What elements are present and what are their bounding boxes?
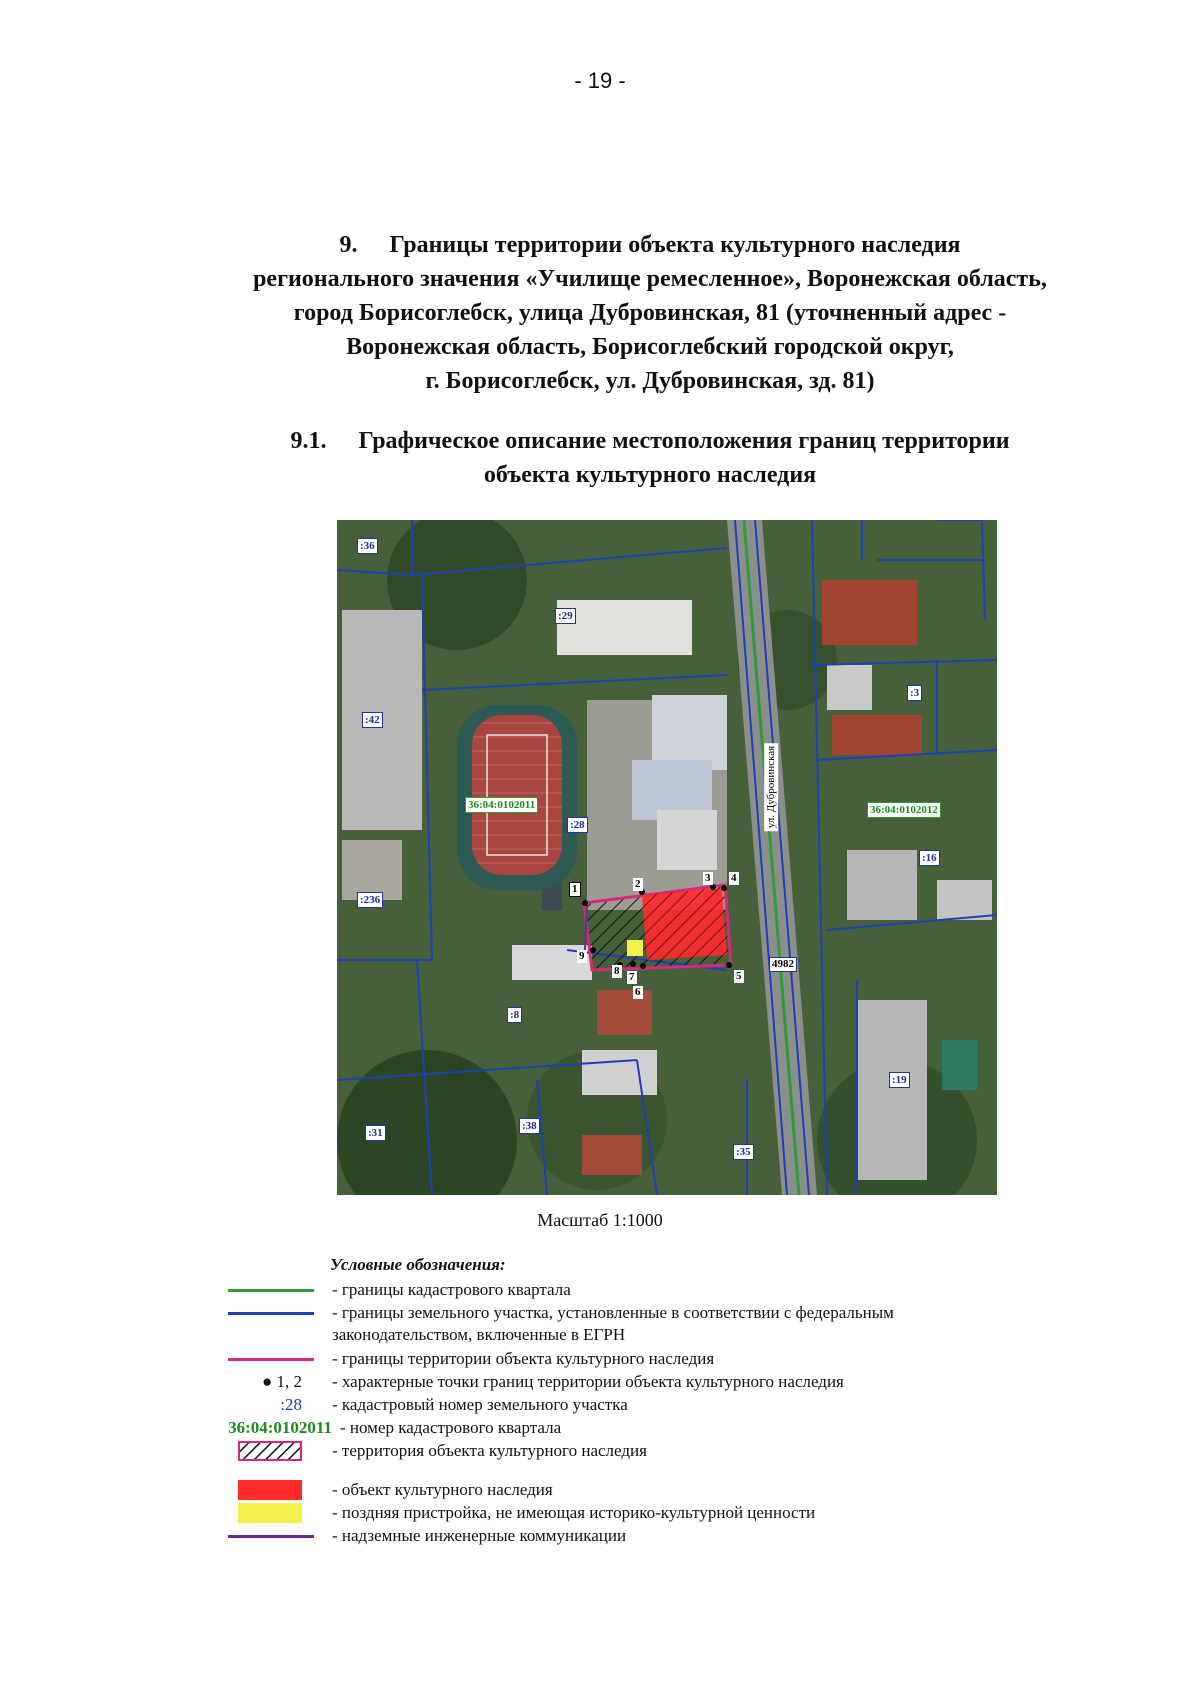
aerial-map: [337, 520, 997, 1195]
heading-91-number: 9.1.: [290, 428, 327, 454]
parcel-label-35: :35: [733, 1144, 754, 1160]
parcel-boundary-swatch: [228, 1312, 314, 1315]
quarter-label-0102011: 36:04:0102011: [465, 797, 538, 813]
street-label-dubrovinskaya: ул. Дубровинская: [764, 743, 778, 831]
point-label-7: 7: [629, 971, 635, 983]
heading-9-line-2: регионального значения «Училище ремесленное», Воронежская область,: [253, 266, 1047, 292]
legend-text: - территория объекта культурного наследия: [332, 1441, 647, 1460]
legend-item-heritage-object: [190, 1479, 1090, 1502]
heading-91-line-1: 9.1. Графическое описание местоположения границ территории: [150, 424, 1150, 458]
parcel-label-236: :236: [357, 892, 383, 908]
legend-text: - кадастровый номер земельного участка: [332, 1395, 628, 1414]
legend-text: - объект культурного наследия: [332, 1480, 553, 1499]
legend-title: Условные обозначения:: [330, 1255, 506, 1274]
legend-item-parcel-boundary: [190, 1302, 1090, 1344]
legend-text: - границы земельного участка, установленные в соответствии с федеральным законодательством, включенные в ЕГРН: [332, 1303, 894, 1344]
legend-item-quarter-number: [190, 1417, 1090, 1440]
territory-boundary-swatch: [228, 1358, 314, 1361]
section-9-1-heading: [150, 424, 1150, 492]
heading-9-line-4: Воронежская область, Борисоглебский городской округ,: [346, 334, 954, 360]
point-label-1: 1: [569, 882, 581, 897]
legend-item-parcel-number: [190, 1394, 1090, 1417]
aerial-map-drawing: [337, 520, 997, 1195]
point-label-5: 5: [736, 970, 742, 982]
territory-hatch-swatch: [238, 1441, 302, 1461]
utilities-swatch: [228, 1535, 314, 1538]
point-label-4: 4: [731, 872, 737, 884]
characteristic-point-symbol: ● 1, 2: [261, 1372, 302, 1391]
parcel-number-symbol: :28: [280, 1395, 302, 1414]
page-number: - 19 -: [574, 68, 626, 93]
legend-item-late-annex: [190, 1502, 1090, 1525]
heading-9-line-5: г. Борисоглебск, ул. Дубровинская, зд. 81): [425, 368, 875, 394]
parcel-label-42: :42: [362, 712, 383, 728]
parcel-label-8: :8: [507, 1007, 522, 1023]
parcel-label-16: :16: [919, 850, 940, 866]
legend-item-territory: [190, 1440, 1090, 1463]
point-label-2: 2: [635, 878, 641, 890]
heading-9-number: 9.: [339, 232, 358, 258]
late-annex-swatch: [238, 1503, 302, 1523]
legend-item-characteristic-points: [190, 1371, 1090, 1394]
map-scale: Масштаб 1:1000: [537, 1210, 663, 1230]
road-number-label: 4982: [769, 957, 797, 972]
legend-item-territory-boundary: [190, 1348, 1090, 1371]
parcel-label-31: :31: [365, 1125, 386, 1141]
legend-item-quarter-boundary: [190, 1279, 1090, 1302]
quarter-label-0102012: 36:04:0102012: [867, 802, 941, 818]
legend-text: - характерные точки границ территории объекта культурного наследия: [332, 1372, 844, 1391]
legend-item-utilities: [190, 1525, 1090, 1548]
legend-text: - номер кадастрового квартала: [340, 1418, 562, 1437]
section-9-heading: [150, 228, 1150, 398]
point-label-8: 8: [614, 965, 620, 977]
parcel-label-19: :19: [889, 1072, 910, 1088]
parcel-label-28: :28: [567, 817, 588, 833]
heading-91-line-2: объекта культурного наследия: [483, 462, 817, 488]
quarter-boundary-swatch: [228, 1289, 314, 1292]
legend-text: - границы кадастрового квартала: [332, 1280, 571, 1299]
heritage-object-swatch: [238, 1480, 302, 1500]
parcel-label-29: :29: [555, 608, 576, 624]
legend-text: - поздняя пристройка, не имеющая историко-культурной ценности: [332, 1503, 816, 1522]
heading-9-line-3: город Борисоглебск, улица Дубровинская, 81 (уточненный адрес -: [293, 300, 1007, 326]
parcel-label-38: :38: [519, 1118, 540, 1134]
legend-text: - границы территории объекта культурного наследия: [332, 1349, 715, 1368]
point-label-6: 6: [635, 986, 641, 998]
heading-9-line-1: 9. Границы территории объекта культурного наследия: [150, 228, 1150, 262]
legend-text: - надземные инженерные коммуникации: [332, 1526, 627, 1545]
point-label-9: 9: [579, 950, 585, 962]
parcel-label-3: :3: [907, 685, 922, 701]
quarter-number-symbol: 36:04:0102011: [228, 1418, 332, 1437]
point-label-3: 3: [705, 872, 711, 884]
parcel-label-36: :36: [357, 538, 378, 554]
